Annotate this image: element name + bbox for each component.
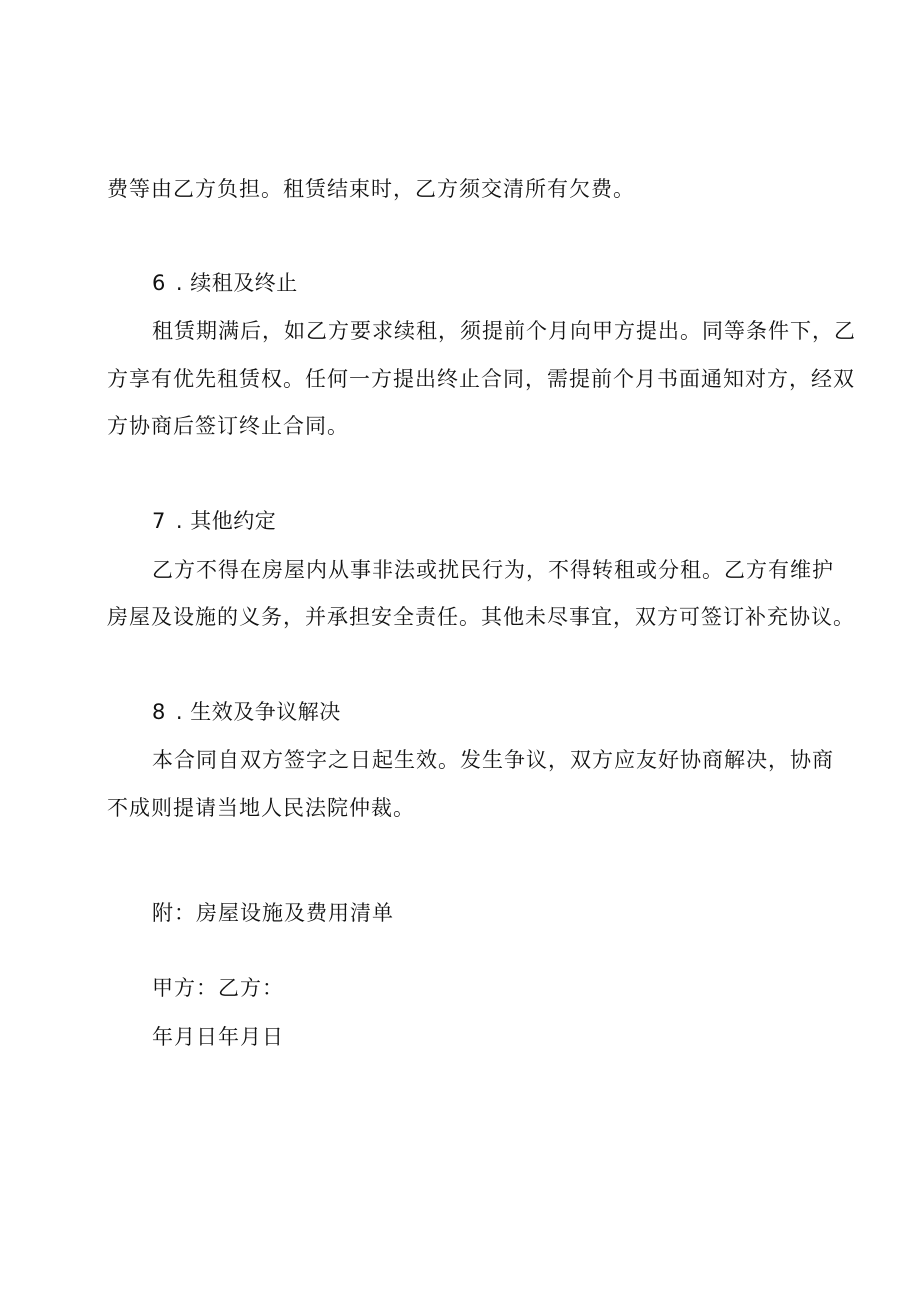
section-number: 6 <box>152 271 166 295</box>
section-number: 7 <box>152 509 166 533</box>
section-title: . 续租及终止 <box>175 271 298 295</box>
signature-line: 甲方：乙方： <box>152 976 284 1000</box>
section-6-line-1: 租赁期满后，如乙方要求续租，须提前个月向甲方提出。同等条件下，乙 <box>152 319 856 343</box>
continuation-text: 费等由乙方负担。租赁结束时，乙方须交清所有欠费。 <box>107 177 635 201</box>
attachment-line: 附：房屋设施及费用清单 <box>152 901 394 925</box>
date-line: 年月日年月日 <box>152 1025 284 1049</box>
section-7-line-1: 乙方不得在房屋内从事非法或扰民行为，不得转租或分租。乙方有维护 <box>152 558 834 582</box>
section-8-heading <box>152 697 852 727</box>
section-8-line-1: 本合同自双方签字之日起生效。发生争议，双方应友好协商解决，协商 <box>152 748 834 772</box>
section-7-line-2: 房屋及设施的义务，并承担安全责任。其他未尽事宜，双方可签订补充协议。 <box>107 605 855 629</box>
section-6-line-2: 方享有优先租赁权。任何一方提出终止合同，需提前个月书面通知对方，经双 <box>107 367 855 391</box>
section-6-line-3: 方协商后签订终止合同。 <box>107 414 349 438</box>
section-8-line-2: 不成则提请当地人民法院仲裁。 <box>107 796 415 820</box>
section-title: . 生效及争议解决 <box>175 700 341 724</box>
section-7-heading <box>152 506 852 536</box>
section-6-heading <box>152 268 852 298</box>
section-title: . 其他约定 <box>175 509 277 533</box>
section-number: 8 <box>152 700 166 724</box>
